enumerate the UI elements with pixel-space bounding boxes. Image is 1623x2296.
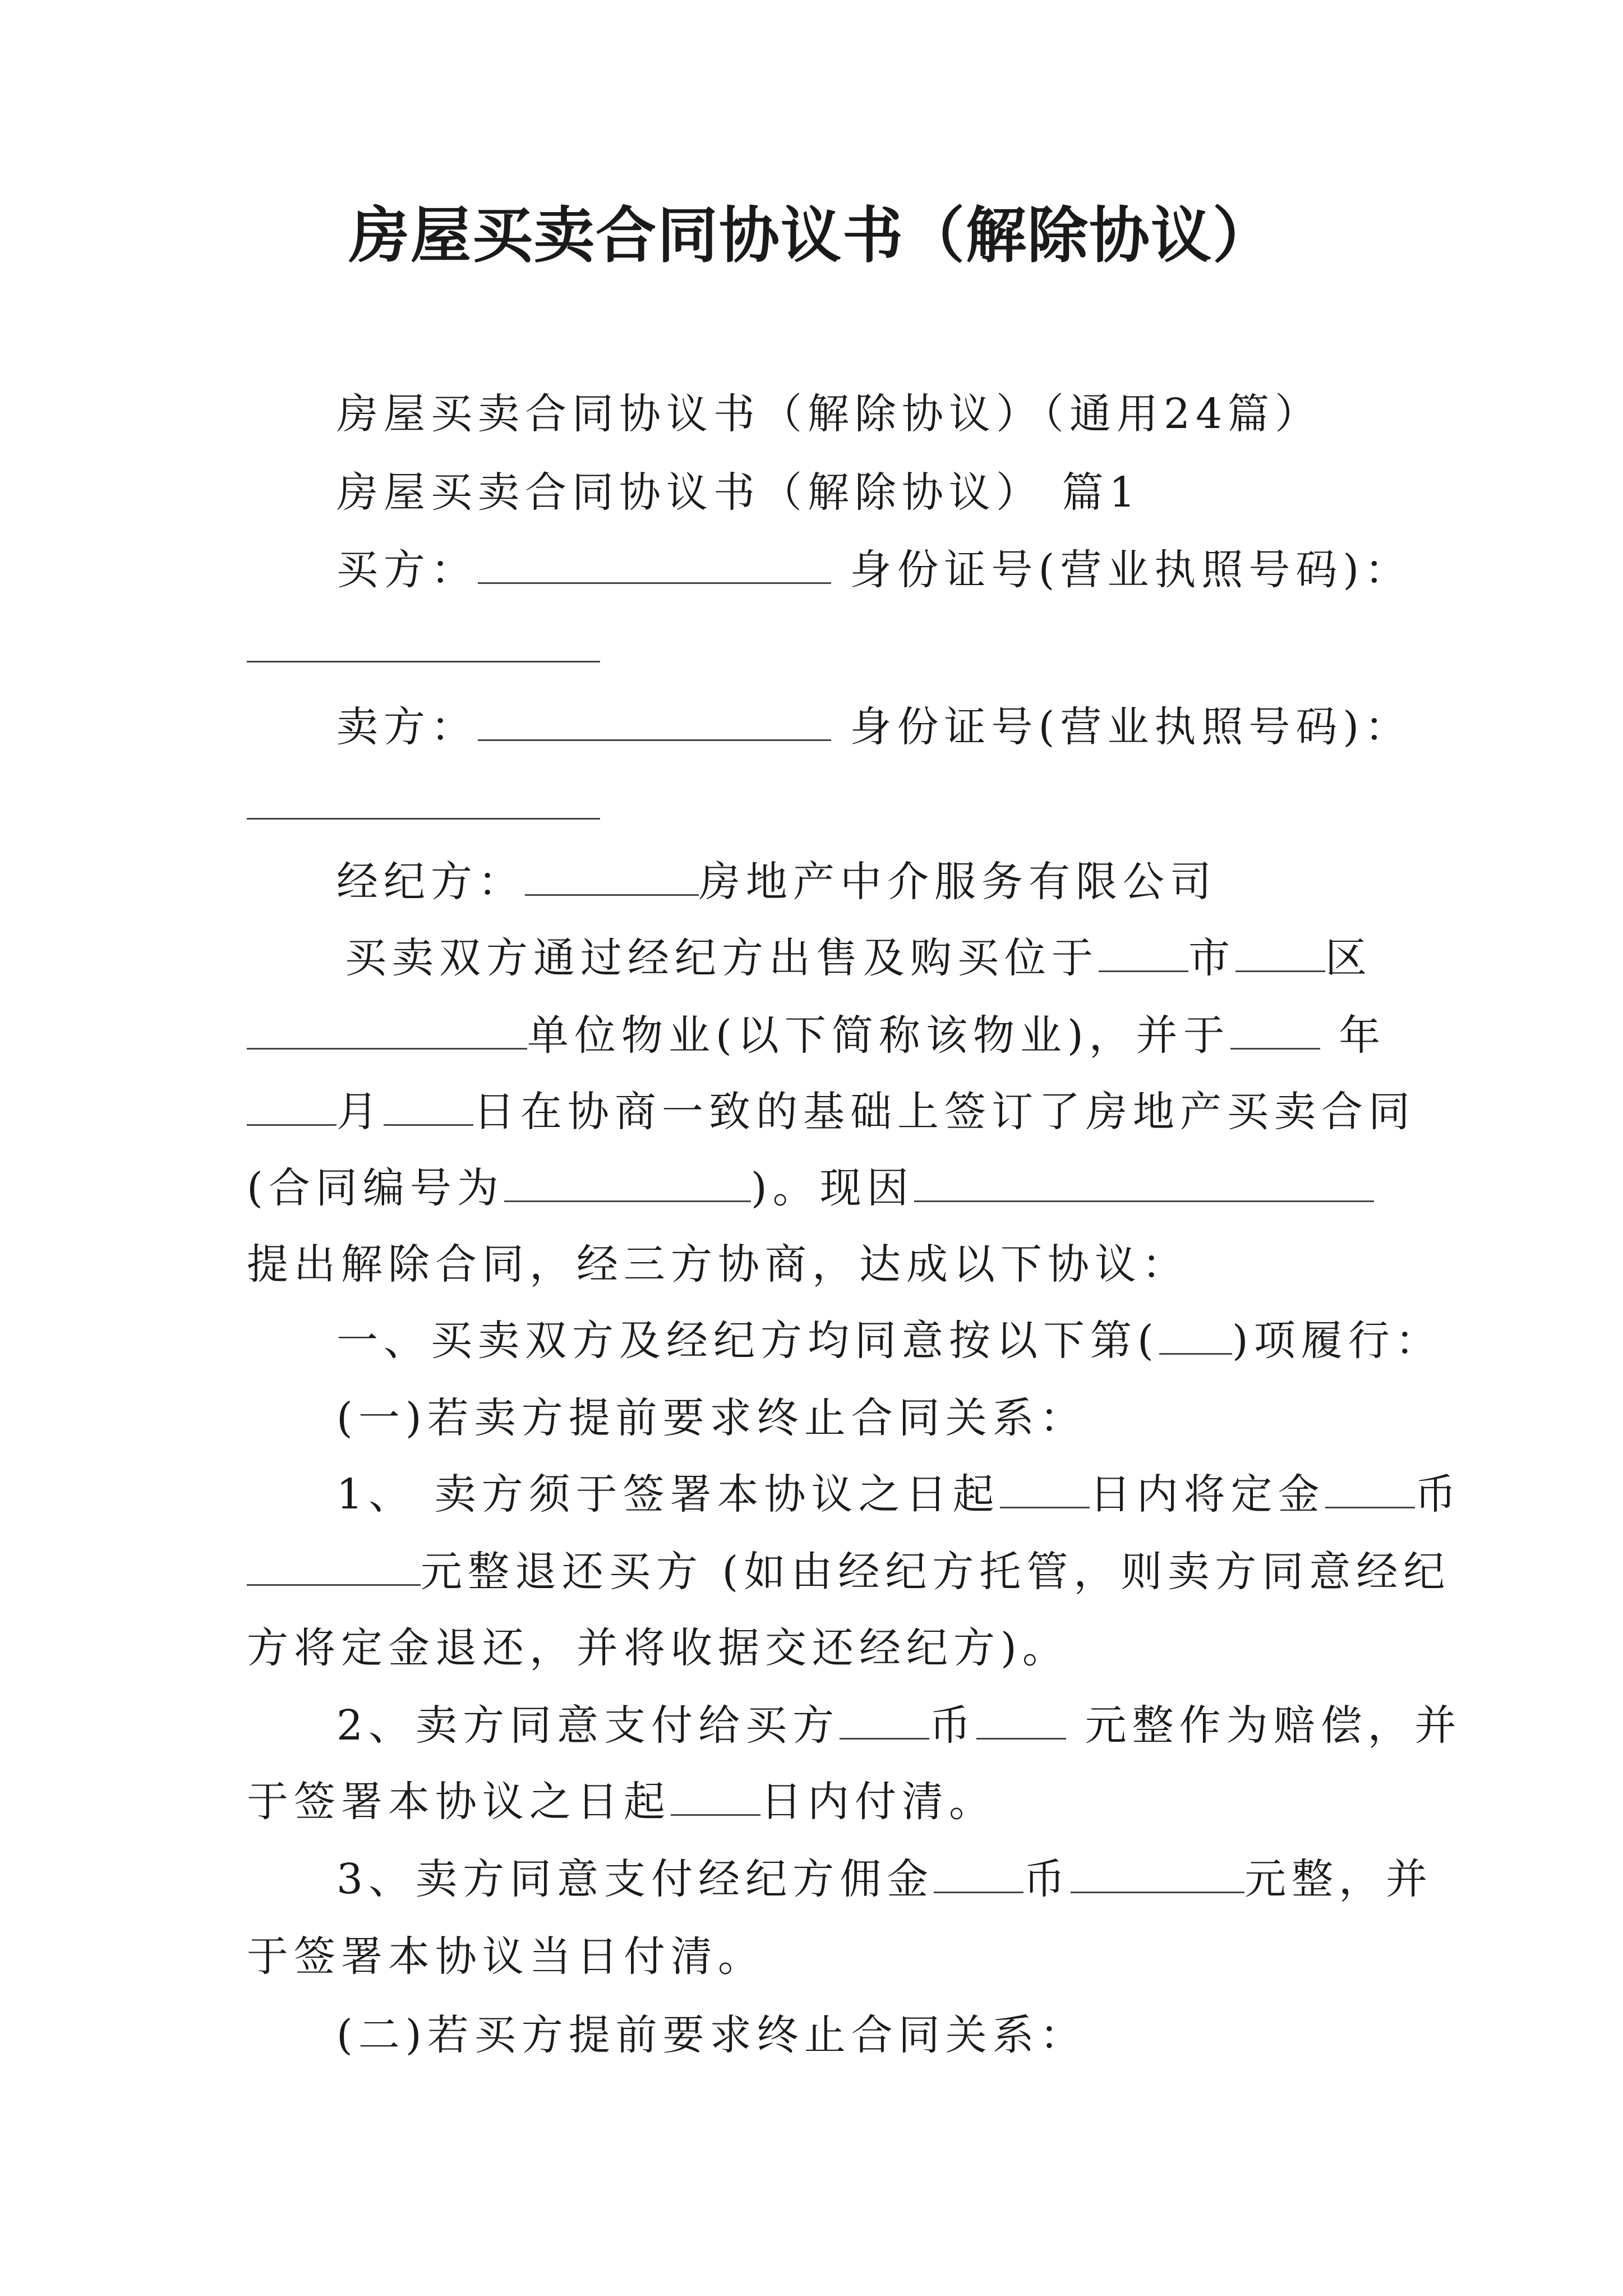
currency-blank xyxy=(1325,1467,1415,1508)
agent-suffix: 房地产中介服务有限公司 xyxy=(699,858,1217,906)
intro-line-3 xyxy=(247,1084,1415,1140)
year-blank xyxy=(1230,1009,1320,1050)
currency-label: 币 xyxy=(1414,1470,1462,1519)
intro-text: 买卖双方通过经纪方出售及购买位于 xyxy=(345,934,1099,982)
seller-label: 卖方： xyxy=(336,703,478,751)
section-title: 房屋买卖合同协议书（解除协议） 篇1 xyxy=(336,468,1141,517)
item-2-line-2 xyxy=(247,1774,996,1830)
unit-blank xyxy=(247,1009,527,1050)
agent-name-blank xyxy=(525,855,699,896)
amount-blank xyxy=(1071,1852,1244,1893)
seller-id-line xyxy=(247,777,600,834)
clause-1-text: )项履行： xyxy=(1232,1317,1442,1365)
clause-1-text: 一、买卖双方及经纪方均同意按以下第( xyxy=(336,1317,1159,1365)
intro-line-1 xyxy=(345,930,1372,986)
intro-line-5: 提出解除合同，经三方协商，达成以下协议： xyxy=(247,1240,1189,1289)
days-blank xyxy=(1000,1467,1090,1508)
contract-no-blank xyxy=(504,1161,751,1202)
document-title: 房屋买卖合同协议书（解除协议） xyxy=(348,200,1274,271)
item-1-line-2 xyxy=(247,1544,1450,1600)
month-label: 月 xyxy=(336,1088,384,1136)
item-3-text: 元整，并 xyxy=(1244,1855,1433,1903)
item-2-text: 2、卖方同意支付给买方 xyxy=(336,1701,840,1750)
intro-line-2 xyxy=(247,1007,1386,1064)
city-label: 市 xyxy=(1188,934,1235,982)
clause-1 xyxy=(336,1313,1442,1369)
item-3-line-2: 于签署本协议当日付清。 xyxy=(247,1932,765,1981)
agent-label: 经纪方： xyxy=(336,858,525,906)
seller-id-label: 身份证号(营业执照号码)： xyxy=(850,703,1412,751)
year-label: 年 xyxy=(1339,1011,1386,1060)
reason-label: )。现因 xyxy=(750,1164,914,1212)
buyer-id-line xyxy=(247,620,600,677)
agent-line xyxy=(336,854,1217,910)
seller-id-blank xyxy=(247,779,600,820)
sub-clause-2-title: (二)若买方提前要求终止合同关系： xyxy=(336,2011,1087,2059)
currency-label: 币 xyxy=(929,1701,977,1750)
reason-blank xyxy=(914,1161,1374,1202)
days-blank xyxy=(671,1775,760,1816)
item-1-text: 元整退还买方 (如由经纪方托管，则卖方同意经纪 xyxy=(421,1548,1451,1596)
contract-no-label: (合同编号为 xyxy=(247,1164,504,1212)
item-1-text: 日内将定金 xyxy=(1089,1470,1325,1519)
currency-label: 币 xyxy=(1023,1855,1071,1903)
buyer-label: 买方： xyxy=(336,546,478,594)
item-1-line-1 xyxy=(336,1466,1462,1522)
subtitle: 房屋买卖合同协议书（解除协议）（通用24篇） xyxy=(336,390,1322,438)
city-blank xyxy=(1099,931,1188,972)
intro-text: 单位物业(以下简称该物业)，并于 xyxy=(527,1011,1230,1060)
item-3-line-1 xyxy=(336,1851,1433,1907)
intro-line-4 xyxy=(247,1160,1374,1216)
item-3-text: 3、卖方同意支付经纪方佣金 xyxy=(336,1855,934,1903)
buyer-id-label: 身份证号(营业执照号码)： xyxy=(850,546,1412,594)
seller-line xyxy=(336,699,1412,755)
buyer-line xyxy=(336,542,1412,598)
currency-blank xyxy=(934,1852,1023,1893)
item-2-text: 于签署本协议之日起 xyxy=(247,1778,671,1826)
buyer-id-blank xyxy=(247,622,600,662)
currency-blank xyxy=(840,1699,929,1740)
district-label: 区 xyxy=(1325,934,1372,982)
day-blank xyxy=(384,1085,473,1126)
buyer-name-blank xyxy=(478,543,831,584)
option-blank xyxy=(1159,1314,1232,1355)
amount-blank xyxy=(247,1545,421,1586)
seller-name-blank xyxy=(478,700,831,741)
item-1-line-3: 方将定金退还，并将收据交还经纪方)。 xyxy=(247,1624,1069,1672)
month-blank xyxy=(247,1085,336,1126)
amount-blank xyxy=(976,1699,1066,1740)
item-2-line-1 xyxy=(336,1697,1462,1754)
district-blank xyxy=(1235,931,1325,972)
item-2-text: 日内付清。 xyxy=(760,1778,996,1826)
item-1-text: 1、 卖方须于签署本协议之日起 xyxy=(336,1470,1000,1519)
intro-text: 日在协商一致的基础上签订了房地产买卖合同 xyxy=(473,1088,1415,1136)
item-2-text: 元整作为赔偿，并 xyxy=(1085,1701,1462,1750)
sub-clause-1-title: (一)若卖方提前要求终止合同关系： xyxy=(336,1394,1087,1442)
